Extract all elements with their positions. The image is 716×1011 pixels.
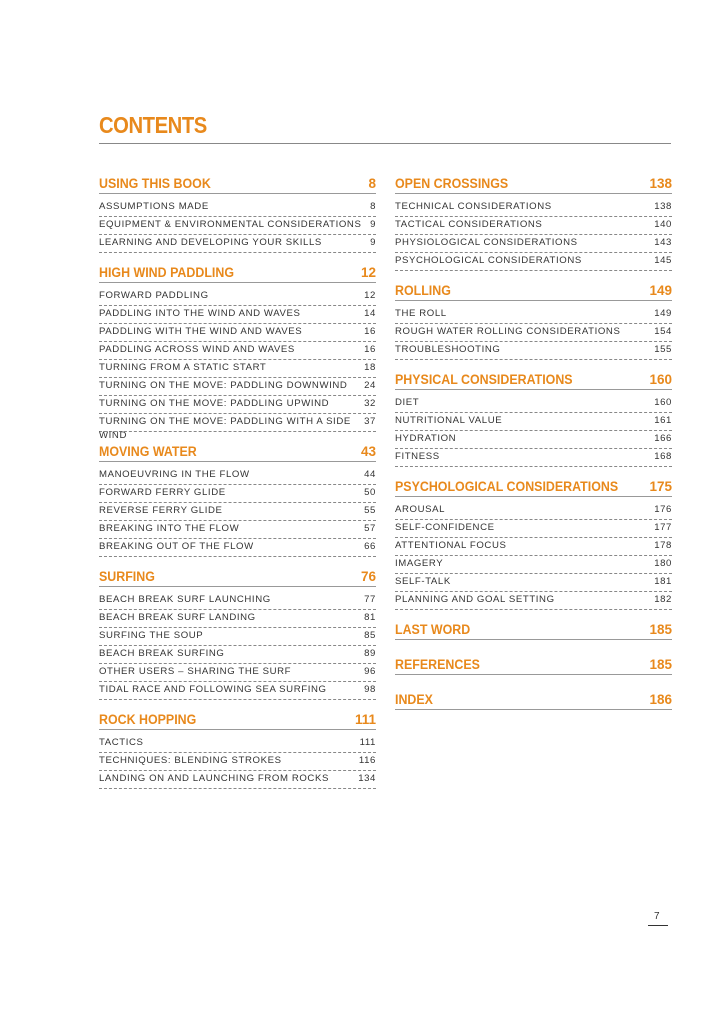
entry-page: 57 [364,523,376,534]
section-page: 175 [649,479,672,494]
toc-entry[interactable] [395,200,672,217]
toc-entry[interactable] [395,254,672,271]
entry-page: 111 [359,737,376,748]
entry-title: PHYSIOLOGICAL CONSIDERATIONS [395,237,578,248]
entry-page: 55 [364,505,376,516]
toc-entry[interactable] [99,307,376,324]
entry-title: MANOEUVRING IN THE FLOW [99,469,250,480]
entry-page: 12 [364,290,376,301]
entry-page: 177 [654,522,672,533]
entry-page: 89 [364,648,376,659]
section-page: 186 [649,692,672,707]
section-page: 160 [649,372,672,387]
entry-title: BEACH BREAK SURFING [99,648,225,659]
entry-title: TACTICS [99,737,144,748]
toc-entry[interactable] [395,450,672,467]
entry-page: 138 [654,201,672,212]
toc-entry[interactable] [395,343,672,360]
entry-title: NUTRITIONAL VALUE [395,415,503,426]
toc-entry[interactable] [395,575,672,592]
entry-page: 24 [364,380,376,391]
title-divider [99,143,671,144]
entry-page: 134 [358,773,376,784]
entry-page: 8 [370,201,376,212]
entry-page: 50 [364,487,376,498]
toc-section [395,170,672,277]
section-title: ROCK HOPPING [99,712,197,727]
section-spacer [395,716,672,721]
toc-entry[interactable] [395,593,672,610]
entry-title: BREAKING OUT OF THE FLOW [99,541,254,552]
entry-page: 178 [654,540,672,551]
entry-page: 168 [654,451,672,462]
entry-page: 98 [364,684,376,695]
entry-title: TURNING ON THE MOVE: PADDLING DOWNWIND [99,380,348,391]
entry-page: 176 [654,504,672,515]
toc-entry[interactable] [395,432,672,449]
entry-title: TECHNICAL CONSIDERATIONS [395,201,552,212]
entry-title: SELF-TALK [395,576,451,587]
entry-page: 149 [654,308,672,319]
section-heading[interactable] [99,259,376,283]
toc-entry[interactable] [99,361,376,378]
entry-page: 16 [364,326,376,337]
page-number-underline [648,925,668,926]
toc-section [99,438,376,563]
toc-right-column [395,170,672,721]
section-heading[interactable] [395,616,672,640]
entry-page: 143 [654,237,672,248]
section-page: 12 [360,265,376,280]
entry-title: ROUGH WATER ROLLING CONSIDERATIONS [395,326,621,337]
section-page: 43 [360,444,376,459]
entry-title: BREAKING INTO THE FLOW [99,523,240,534]
section-heading[interactable] [395,686,672,710]
toc-entry[interactable] [395,325,672,342]
section-heading[interactable] [395,473,672,497]
entry-page: 166 [654,433,672,444]
entry-title: LANDING ON AND LAUNCHING FROM ROCKS [99,773,329,784]
entry-title: AROUSAL [395,504,446,515]
section-title: ROLLING [395,283,451,298]
section-title: INDEX [395,692,433,707]
toc-section [99,563,376,706]
entry-page: 81 [364,612,376,623]
toc-entry[interactable] [99,683,376,700]
entry-page: 14 [364,308,376,319]
entry-title: SURFING THE SOUP [99,630,204,641]
toc-section [395,616,672,651]
section-title: SURFING [99,569,155,584]
toc-entry[interactable] [99,593,376,610]
toc-entry[interactable] [99,647,376,664]
entry-title: THE ROLL [395,308,447,319]
section-heading[interactable] [395,277,672,301]
entry-title: REVERSE FERRY GLIDE [99,505,223,516]
entry-page: 9 [370,219,376,230]
entry-title: BEACH BREAK SURF LANDING [99,612,256,623]
entry-page: 16 [364,344,376,355]
toc-entry[interactable] [99,486,376,503]
toc-section [395,366,672,473]
section-title: OPEN CROSSINGS [395,176,509,191]
toc-entry[interactable] [99,325,376,342]
entry-title: TURNING ON THE MOVE: PADDLING UPWIND [99,398,330,409]
toc-entry[interactable] [99,289,376,306]
entry-title: ASSUMPTIONS MADE [99,201,209,212]
entry-title: DIET [395,397,420,408]
page-title: CONTENTS [99,112,207,138]
entry-title: FORWARD FERRY GLIDE [99,487,226,498]
entry-page: 32 [364,398,376,409]
toc-entry[interactable] [395,218,672,235]
section-title: PSYCHOLOGICAL CONSIDERATIONS [395,479,619,494]
entry-title: HYDRATION [395,433,457,444]
entry-page: 182 [654,594,672,605]
entry-title: TIDAL RACE AND FOLLOWING SEA SURFING [99,684,327,695]
section-page: 111 [354,712,376,727]
entry-page: 116 [358,755,376,766]
entry-title: TURNING ON THE MOVE: PADDLING WITH A SIDE WIND [99,416,351,441]
entry-title: EQUIPMENT & ENVIRONMENTAL CONSIDERATIONS [99,219,362,230]
toc-entry[interactable] [99,379,376,396]
section-spacer [99,790,376,795]
section-heading[interactable] [99,438,376,462]
toc-entry[interactable] [99,754,376,771]
toc-entry[interactable] [99,343,376,360]
entry-page: 9 [370,237,376,248]
toc-entry[interactable] [99,504,376,521]
section-title: HIGH WIND PADDLING [99,265,235,280]
section-title: USING THIS BOOK [99,176,211,191]
section-heading[interactable] [99,170,376,194]
entry-title: SELF-CONFIDENCE [395,522,495,533]
entry-page: 77 [364,594,376,605]
entry-title: LEARNING AND DEVELOPING YOUR SKILLS [99,237,322,248]
section-heading[interactable] [99,706,376,730]
toc-section [395,651,672,686]
toc-entry[interactable] [99,397,376,414]
entry-page: 37 [364,416,376,427]
toc-section [99,259,376,441]
entry-title: PADDLING WITH THE WIND AND WAVES [99,326,303,337]
toc-left-column [99,170,376,795]
entry-page: 145 [654,255,672,266]
entry-page: 180 [654,558,672,569]
toc-entry[interactable] [99,772,376,789]
entry-page: 18 [364,362,376,373]
page-number: 7 [654,911,660,922]
toc-entry[interactable] [395,503,672,520]
section-page: 149 [649,283,672,298]
toc-entry[interactable] [99,200,376,217]
entry-title: OTHER USERS – SHARING THE SURF [99,666,292,677]
entry-page: 154 [654,326,672,337]
toc-entry[interactable] [99,540,376,557]
section-page: 185 [649,657,672,672]
toc-entry[interactable] [395,396,672,413]
toc-entry[interactable] [99,522,376,539]
entry-title: PADDLING INTO THE WIND AND WAVES [99,308,301,319]
toc-entry[interactable] [395,521,672,538]
section-page: 76 [360,569,376,584]
entry-title: TECHNIQUES: BLENDING STROKES [99,755,282,766]
entry-page: 140 [654,219,672,230]
section-title: REFERENCES [395,657,480,672]
entry-page: 155 [654,344,672,355]
section-title: MOVING WATER [99,444,197,459]
entry-page: 96 [364,666,376,677]
entry-page: 161 [654,415,672,426]
entry-page: 66 [364,541,376,552]
toc-entry[interactable] [395,307,672,324]
toc-section [99,170,376,259]
entry-page: 85 [364,630,376,641]
entry-page: 44 [364,469,376,480]
toc-entry[interactable] [395,236,672,253]
toc-section [395,277,672,366]
section-title: PHYSICAL CONSIDERATIONS [395,372,573,387]
section-page: 8 [368,176,376,191]
toc-entry[interactable] [99,218,376,235]
toc-entry[interactable] [99,629,376,646]
toc-entry[interactable] [395,557,672,574]
toc-entry[interactable] [99,665,376,682]
section-heading[interactable] [395,366,672,390]
toc-section [99,706,376,795]
toc-entry[interactable] [99,611,376,628]
toc-entry[interactable] [99,236,376,253]
entry-title: TURNING FROM A STATIC START [99,362,267,373]
entry-title: BEACH BREAK SURF LAUNCHING [99,594,271,605]
entry-title: FITNESS [395,451,440,462]
entry-title: TROUBLESHOOTING [395,344,501,355]
entry-page: 160 [654,397,672,408]
entry-title: PADDLING ACROSS WIND AND WAVES [99,344,295,355]
toc-entry[interactable] [99,415,376,441]
toc-entry[interactable] [395,539,672,556]
section-heading[interactable] [395,651,672,675]
section-title: LAST WORD [395,622,471,637]
entry-page: 181 [654,576,672,587]
entry-title: ATTENTIONAL FOCUS [395,540,507,551]
toc-entry[interactable] [99,468,376,485]
entry-title: PSYCHOLOGICAL CONSIDERATIONS [395,255,582,266]
entry-title: PLANNING AND GOAL SETTING [395,594,555,605]
toc-section [395,686,672,721]
entry-title: IMAGERY [395,558,444,569]
toc-entry[interactable] [99,736,376,753]
toc-section [395,473,672,616]
section-heading[interactable] [395,170,672,194]
toc-entry[interactable] [395,414,672,431]
entry-title: TACTICAL CONSIDERATIONS [395,219,543,230]
section-heading[interactable] [99,563,376,587]
entry-title: FORWARD PADDLING [99,290,209,301]
section-page: 185 [649,622,672,637]
section-page: 138 [649,176,672,191]
